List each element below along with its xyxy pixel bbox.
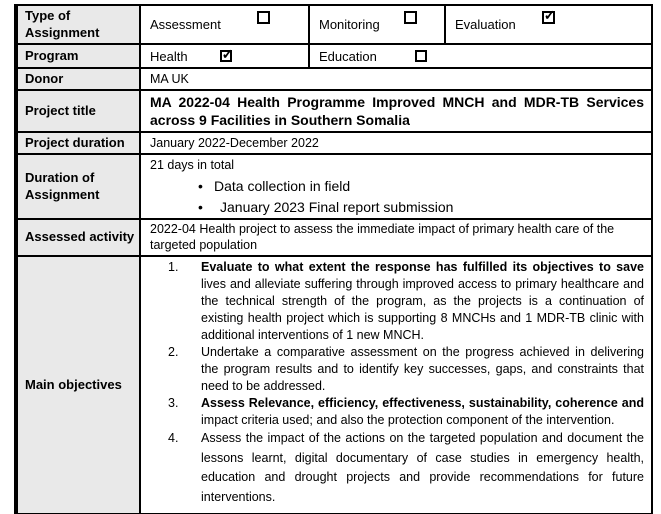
- list-item: [150, 177, 644, 195]
- objective-item-2: [168, 344, 644, 395]
- education-label: Education: [319, 48, 377, 64]
- cell-assessment: [139, 6, 308, 43]
- main-objectives-list: [139, 257, 651, 513]
- row-label-assessed-activity: Assessed activity: [18, 220, 139, 255]
- objective-number: 4.: [168, 431, 179, 445]
- objective-number: 1.: [168, 260, 179, 274]
- health-checkbox[interactable]: [220, 46, 234, 62]
- objective-text: Undertake a comparative assessment on the progress achieved in delivering the program results and to identify key successes, gaps, and constraints that need to be addressed.: [201, 345, 644, 393]
- monitoring-label: Monitoring: [319, 17, 380, 32]
- check-icon: ✓: [543, 7, 556, 23]
- bullet-icon: •: [198, 178, 203, 194]
- cell-monitoring: [308, 6, 444, 43]
- health-label: Health: [150, 48, 188, 64]
- assessment-checkbox[interactable]: [257, 11, 270, 24]
- duration-of-assignment-value: [139, 155, 651, 218]
- evaluation-checkbox[interactable]: [542, 7, 556, 24]
- row-label-duration-of-assignment: Duration of Assignment: [18, 155, 139, 218]
- objective-text: Assess Relevance, efficiency, effectiveness, sustainability, coherence and impact criteria used; and also the protection component of the intervention.: [201, 396, 644, 427]
- objective-text: Evaluate to what extent the response has fulfilled its objectives to save lives and alleviate suffering through improved access to primary healthcare and the technical strength of the program, as the projects is a continuation of existing health project which is supporting 8 MNCHs and 1 MDR-TB clinic with additional interventions of 1 new MNCH.: [201, 260, 644, 342]
- row-label-main-objectives: Main objectives: [18, 257, 139, 513]
- assessed-activity-value: [139, 220, 651, 255]
- list-item: [150, 198, 644, 216]
- row-label-program: Program: [18, 45, 139, 67]
- check-icon: ✓: [221, 46, 234, 62]
- duration-bullet-2: January 2023 Final report submission: [220, 199, 454, 215]
- cell-evaluation: [444, 6, 651, 43]
- project-title-text: MA 2022-04 Health Programme Improved MNCH and MDR-TB Services across 9 Facilities in Southern Somalia: [150, 94, 644, 128]
- row-project-duration: [18, 133, 651, 155]
- bullet-icon: •: [198, 199, 203, 215]
- assessed-activity-text: 2022-04 Health project to assess the immediate impact of primary health care of the targeted population: [150, 222, 615, 252]
- donor-text: MA UK: [150, 72, 189, 86]
- monitoring-checkbox[interactable]: [404, 11, 417, 24]
- row-type-of-assignment: [18, 6, 651, 45]
- row-program: [18, 45, 651, 69]
- row-label-type-of-assignment: Type of Assignment: [18, 6, 139, 43]
- duration-bullet-1: Data collection in field: [214, 178, 351, 194]
- donor-value: [139, 69, 651, 89]
- duration-total-text: 21 days in total: [150, 158, 235, 172]
- objective-item-1: [168, 259, 644, 344]
- row-label-project-duration: Project duration: [18, 133, 139, 153]
- evaluation-label: Evaluation: [455, 17, 516, 32]
- row-label-project-title: Project title: [18, 91, 139, 131]
- objective-item-3: [168, 395, 644, 429]
- row-duration-of-assignment: [18, 155, 651, 220]
- row-project-title: [18, 91, 651, 133]
- row-assessed-activity: [18, 220, 651, 257]
- objective-item-4: [168, 429, 644, 507]
- program-cells: [139, 45, 651, 67]
- education-checkbox[interactable]: [415, 50, 427, 62]
- project-duration-value: [139, 133, 651, 153]
- objective-text: Assess the impact of the actions on the targeted population and document the lessons learnt, digital documentary of case studies in emergency health, education and drought projects and provide recommendations for future interventions.: [201, 431, 644, 504]
- objective-number: 3.: [168, 396, 179, 410]
- project-info-table: [14, 4, 653, 514]
- cell-health: [139, 45, 308, 67]
- project-title-value: [139, 91, 651, 131]
- cell-education: [308, 45, 651, 67]
- type-of-assignment-cells: [139, 6, 651, 43]
- assessment-label: Assessment: [150, 17, 221, 32]
- objective-number: 2.: [168, 345, 179, 359]
- row-label-donor: Donor: [18, 69, 139, 89]
- row-main-objectives: [18, 257, 651, 514]
- row-donor: [18, 69, 651, 91]
- project-duration-text: January 2022-December 2022: [150, 136, 319, 150]
